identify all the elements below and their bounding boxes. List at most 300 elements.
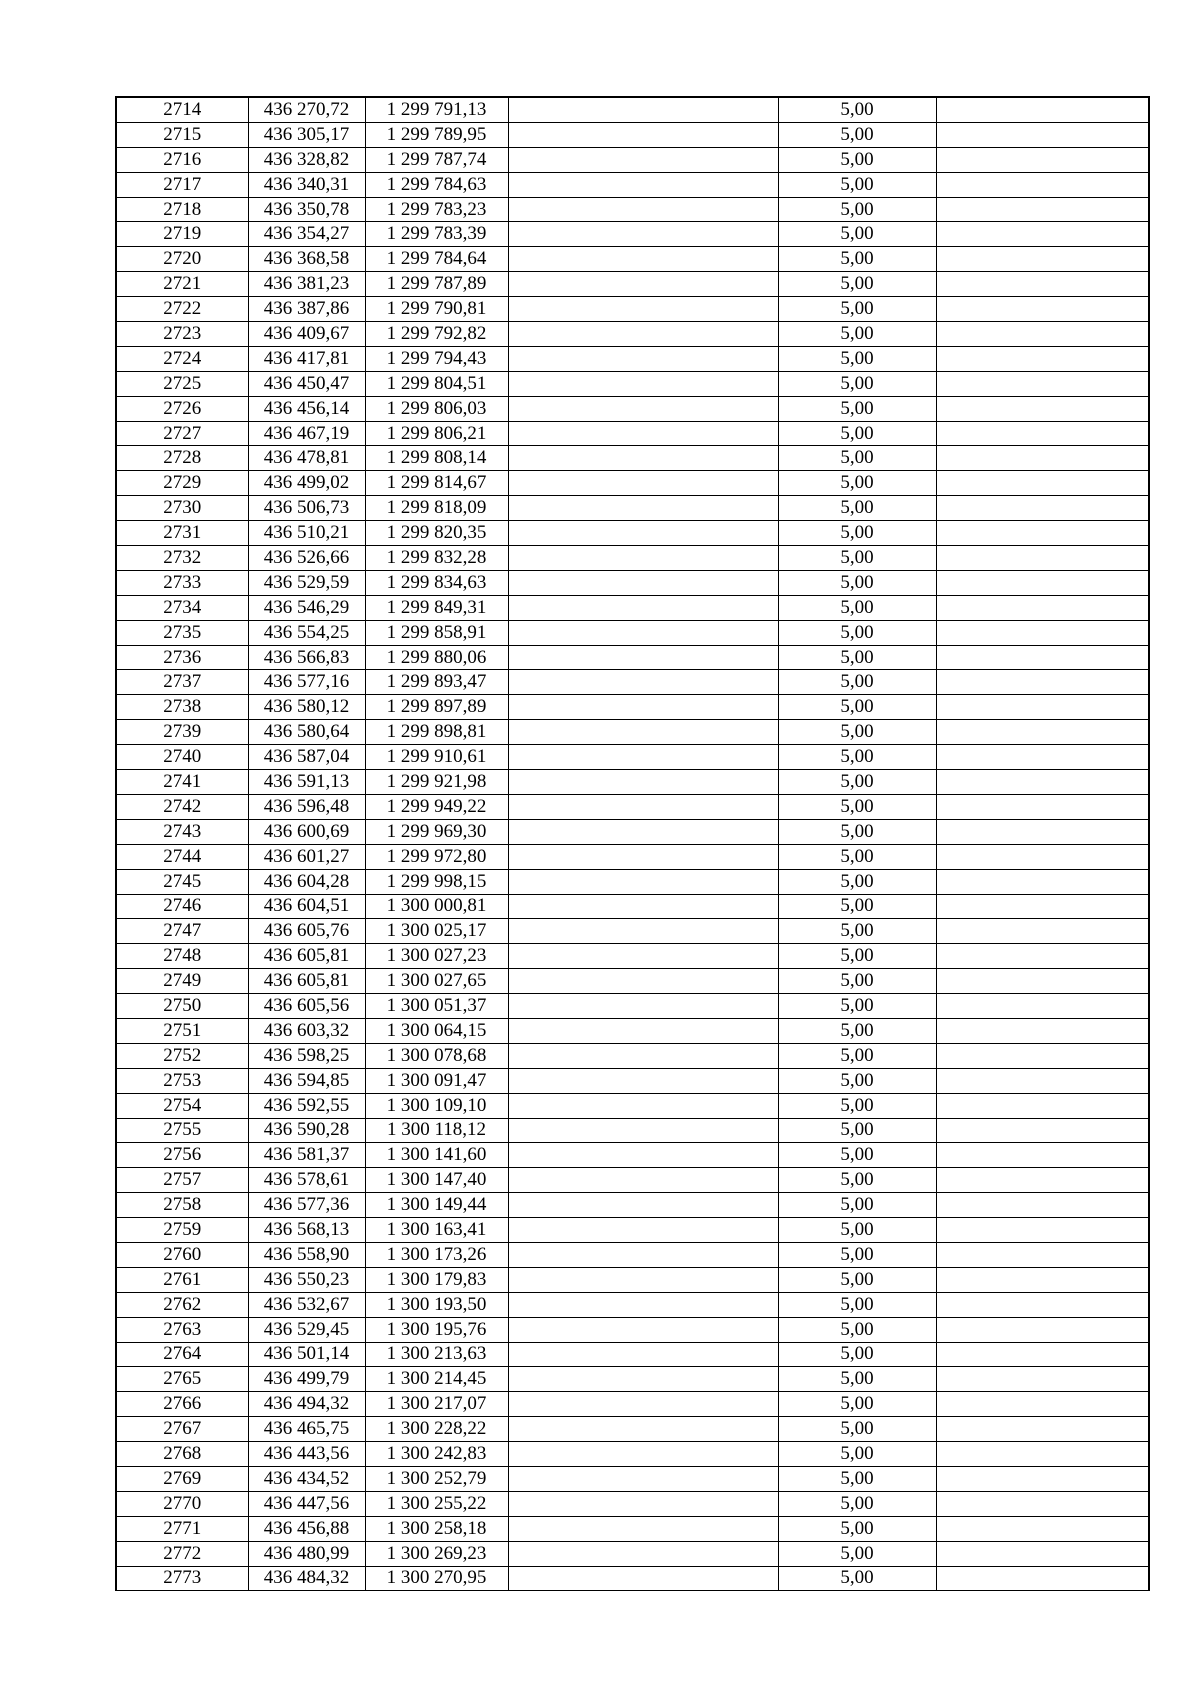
x-coordinate-cell: 436 600,69 (248, 819, 365, 844)
empty-cell (936, 869, 1149, 894)
table-row (116, 869, 1149, 894)
x-coordinate-cell: 436 532,67 (248, 1292, 365, 1317)
y-coordinate-cell: 1 300 147,40 (365, 1168, 508, 1193)
empty-cell (936, 1392, 1149, 1417)
table-row (116, 97, 1149, 122)
y-coordinate-cell: 1 299 969,30 (365, 819, 508, 844)
table-row (116, 1392, 1149, 1417)
empty-cell (936, 595, 1149, 620)
empty-cell (936, 1317, 1149, 1342)
accuracy-cell: 5,00 (778, 1516, 936, 1541)
x-coordinate-cell: 436 484,32 (248, 1566, 365, 1591)
point-number-cell: 2737 (116, 670, 248, 695)
accuracy-cell: 5,00 (778, 446, 936, 471)
table-row (116, 770, 1149, 795)
accuracy-cell: 5,00 (778, 1018, 936, 1043)
x-coordinate-cell: 436 577,36 (248, 1193, 365, 1218)
point-number-cell: 2747 (116, 919, 248, 944)
accuracy-cell: 5,00 (778, 172, 936, 197)
point-number-cell: 2760 (116, 1242, 248, 1267)
empty-cell (936, 247, 1149, 272)
x-coordinate-cell: 436 447,56 (248, 1491, 365, 1516)
point-number-cell: 2740 (116, 745, 248, 770)
table-row (116, 1218, 1149, 1243)
accuracy-cell: 5,00 (778, 1242, 936, 1267)
accuracy-cell: 5,00 (778, 346, 936, 371)
accuracy-cell: 5,00 (778, 994, 936, 1019)
point-number-cell: 2731 (116, 521, 248, 546)
empty-cell (936, 1168, 1149, 1193)
x-coordinate-cell: 436 581,37 (248, 1143, 365, 1168)
y-coordinate-cell: 1 300 179,83 (365, 1267, 508, 1292)
empty-cell (508, 1018, 778, 1043)
table-row (116, 894, 1149, 919)
empty-cell (936, 1267, 1149, 1292)
accuracy-cell: 5,00 (778, 1392, 936, 1417)
empty-cell (508, 546, 778, 571)
y-coordinate-cell: 1 300 000,81 (365, 894, 508, 919)
y-coordinate-cell: 1 299 998,15 (365, 869, 508, 894)
x-coordinate-cell: 436 465,75 (248, 1417, 365, 1442)
y-coordinate-cell: 1 300 255,22 (365, 1491, 508, 1516)
point-number-cell: 2734 (116, 595, 248, 620)
y-coordinate-cell: 1 299 849,31 (365, 595, 508, 620)
accuracy-cell: 5,00 (778, 247, 936, 272)
point-number-cell: 2757 (116, 1168, 248, 1193)
table-row (116, 1317, 1149, 1342)
table-row (116, 247, 1149, 272)
table-row (116, 1267, 1149, 1292)
accuracy-cell: 5,00 (778, 322, 936, 347)
empty-cell (936, 446, 1149, 471)
empty-cell (936, 371, 1149, 396)
x-coordinate-cell: 436 501,14 (248, 1342, 365, 1367)
accuracy-cell: 5,00 (778, 819, 936, 844)
accuracy-cell: 5,00 (778, 1342, 936, 1367)
x-coordinate-cell: 436 590,28 (248, 1118, 365, 1143)
empty-cell (936, 322, 1149, 347)
x-coordinate-cell: 436 554,25 (248, 620, 365, 645)
empty-cell (936, 1018, 1149, 1043)
point-number-cell: 2762 (116, 1292, 248, 1317)
table-row (116, 1516, 1149, 1541)
x-coordinate-cell: 436 350,78 (248, 197, 365, 222)
table-row (116, 272, 1149, 297)
y-coordinate-cell: 1 300 091,47 (365, 1068, 508, 1093)
y-coordinate-cell: 1 299 787,74 (365, 147, 508, 172)
empty-cell (936, 97, 1149, 122)
empty-cell (508, 421, 778, 446)
point-number-cell: 2715 (116, 122, 248, 147)
empty-cell (936, 944, 1149, 969)
empty-cell (936, 1367, 1149, 1392)
x-coordinate-cell: 436 605,56 (248, 994, 365, 1019)
table-row (116, 371, 1149, 396)
point-number-cell: 2743 (116, 819, 248, 844)
x-coordinate-cell: 436 592,55 (248, 1093, 365, 1118)
x-coordinate-cell: 436 328,82 (248, 147, 365, 172)
x-coordinate-cell: 436 506,73 (248, 496, 365, 521)
point-number-cell: 2721 (116, 272, 248, 297)
x-coordinate-cell: 436 354,27 (248, 222, 365, 247)
empty-cell (936, 197, 1149, 222)
y-coordinate-cell: 1 300 270,95 (365, 1566, 508, 1591)
table-row (116, 919, 1149, 944)
table-row (116, 197, 1149, 222)
accuracy-cell: 5,00 (778, 1093, 936, 1118)
accuracy-cell: 5,00 (778, 944, 936, 969)
accuracy-cell: 5,00 (778, 1292, 936, 1317)
point-number-cell: 2765 (116, 1367, 248, 1392)
accuracy-cell: 5,00 (778, 272, 936, 297)
point-number-cell: 2719 (116, 222, 248, 247)
point-number-cell: 2741 (116, 770, 248, 795)
empty-cell (508, 844, 778, 869)
y-coordinate-cell: 1 299 818,09 (365, 496, 508, 521)
empty-cell (508, 944, 778, 969)
table-body (116, 97, 1149, 1591)
empty-cell (508, 222, 778, 247)
empty-cell (508, 1466, 778, 1491)
empty-cell (508, 570, 778, 595)
empty-cell (936, 969, 1149, 994)
x-coordinate-cell: 436 605,81 (248, 969, 365, 994)
point-number-cell: 2725 (116, 371, 248, 396)
x-coordinate-cell: 436 598,25 (248, 1043, 365, 1068)
empty-cell (936, 620, 1149, 645)
empty-cell (508, 1267, 778, 1292)
x-coordinate-cell: 436 387,86 (248, 297, 365, 322)
point-number-cell: 2716 (116, 147, 248, 172)
accuracy-cell: 5,00 (778, 1442, 936, 1467)
accuracy-cell: 5,00 (778, 1417, 936, 1442)
y-coordinate-cell: 1 299 893,47 (365, 670, 508, 695)
empty-cell (936, 819, 1149, 844)
point-number-cell: 2770 (116, 1491, 248, 1516)
y-coordinate-cell: 1 300 051,37 (365, 994, 508, 1019)
table-row (116, 695, 1149, 720)
point-number-cell: 2773 (116, 1566, 248, 1591)
empty-cell (508, 1442, 778, 1467)
empty-cell (508, 471, 778, 496)
point-number-cell: 2756 (116, 1143, 248, 1168)
empty-cell (508, 1143, 778, 1168)
x-coordinate-cell: 436 594,85 (248, 1068, 365, 1093)
x-coordinate-cell: 436 409,67 (248, 322, 365, 347)
table-row (116, 645, 1149, 670)
point-number-cell: 2742 (116, 794, 248, 819)
point-number-cell: 2720 (116, 247, 248, 272)
table-row (116, 1466, 1149, 1491)
table-row (116, 1068, 1149, 1093)
accuracy-cell: 5,00 (778, 620, 936, 645)
y-coordinate-cell: 1 299 783,23 (365, 197, 508, 222)
empty-cell (936, 1516, 1149, 1541)
x-coordinate-cell: 436 578,61 (248, 1168, 365, 1193)
accuracy-cell: 5,00 (778, 1143, 936, 1168)
table-row (116, 1143, 1149, 1168)
y-coordinate-cell: 1 300 141,60 (365, 1143, 508, 1168)
empty-cell (508, 894, 778, 919)
empty-cell (508, 1118, 778, 1143)
point-number-cell: 2718 (116, 197, 248, 222)
empty-cell (936, 1342, 1149, 1367)
y-coordinate-cell: 1 300 258,18 (365, 1516, 508, 1541)
empty-cell (936, 496, 1149, 521)
empty-cell (508, 297, 778, 322)
empty-cell (936, 720, 1149, 745)
x-coordinate-cell: 436 381,23 (248, 272, 365, 297)
table-row (116, 322, 1149, 347)
y-coordinate-cell: 1 299 858,91 (365, 620, 508, 645)
y-coordinate-cell: 1 300 064,15 (365, 1018, 508, 1043)
y-coordinate-cell: 1 299 910,61 (365, 745, 508, 770)
empty-cell (936, 222, 1149, 247)
point-number-cell: 2763 (116, 1317, 248, 1342)
x-coordinate-cell: 436 368,58 (248, 247, 365, 272)
empty-cell (508, 1367, 778, 1392)
empty-cell (508, 371, 778, 396)
accuracy-cell: 5,00 (778, 720, 936, 745)
y-coordinate-cell: 1 300 228,22 (365, 1417, 508, 1442)
accuracy-cell: 5,00 (778, 1566, 936, 1591)
accuracy-cell: 5,00 (778, 1491, 936, 1516)
y-coordinate-cell: 1 299 949,22 (365, 794, 508, 819)
empty-cell (508, 197, 778, 222)
table-row (116, 670, 1149, 695)
table-row (116, 1118, 1149, 1143)
accuracy-cell: 5,00 (778, 570, 936, 595)
empty-cell (508, 720, 778, 745)
empty-cell (936, 1193, 1149, 1218)
empty-cell (508, 147, 778, 172)
empty-cell (936, 1566, 1149, 1591)
empty-cell (508, 496, 778, 521)
y-coordinate-cell: 1 299 787,89 (365, 272, 508, 297)
y-coordinate-cell: 1 300 149,44 (365, 1193, 508, 1218)
accuracy-cell: 5,00 (778, 297, 936, 322)
point-number-cell: 2751 (116, 1018, 248, 1043)
y-coordinate-cell: 1 299 806,03 (365, 396, 508, 421)
y-coordinate-cell: 1 299 783,39 (365, 222, 508, 247)
empty-cell (936, 122, 1149, 147)
accuracy-cell: 5,00 (778, 421, 936, 446)
x-coordinate-cell: 436 558,90 (248, 1242, 365, 1267)
empty-cell (508, 969, 778, 994)
point-number-cell: 2755 (116, 1118, 248, 1143)
table-row (116, 521, 1149, 546)
point-number-cell: 2748 (116, 944, 248, 969)
empty-cell (936, 1491, 1149, 1516)
y-coordinate-cell: 1 300 214,45 (365, 1367, 508, 1392)
x-coordinate-cell: 436 566,83 (248, 645, 365, 670)
x-coordinate-cell: 436 604,28 (248, 869, 365, 894)
table-row (116, 147, 1149, 172)
point-number-cell: 2714 (116, 97, 248, 122)
empty-cell (936, 794, 1149, 819)
x-coordinate-cell: 436 580,12 (248, 695, 365, 720)
accuracy-cell: 5,00 (778, 745, 936, 770)
table-row (116, 1292, 1149, 1317)
accuracy-cell: 5,00 (778, 1043, 936, 1068)
x-coordinate-cell: 436 499,02 (248, 471, 365, 496)
table-row (116, 720, 1149, 745)
accuracy-cell: 5,00 (778, 670, 936, 695)
empty-cell (508, 819, 778, 844)
x-coordinate-cell: 436 580,64 (248, 720, 365, 745)
table-row (116, 1417, 1149, 1442)
empty-cell (508, 1541, 778, 1566)
accuracy-cell: 5,00 (778, 894, 936, 919)
empty-cell (508, 1218, 778, 1243)
empty-cell (508, 645, 778, 670)
empty-cell (936, 1143, 1149, 1168)
y-coordinate-cell: 1 299 794,43 (365, 346, 508, 371)
accuracy-cell: 5,00 (778, 1168, 936, 1193)
point-number-cell: 2739 (116, 720, 248, 745)
empty-cell (508, 1068, 778, 1093)
empty-cell (936, 1043, 1149, 1068)
accuracy-cell: 5,00 (778, 1367, 936, 1392)
point-number-cell: 2729 (116, 471, 248, 496)
x-coordinate-cell: 436 577,16 (248, 670, 365, 695)
accuracy-cell: 5,00 (778, 1541, 936, 1566)
x-coordinate-cell: 436 417,81 (248, 346, 365, 371)
point-number-cell: 2764 (116, 1342, 248, 1367)
point-number-cell: 2733 (116, 570, 248, 595)
accuracy-cell: 5,00 (778, 869, 936, 894)
point-number-cell: 2758 (116, 1193, 248, 1218)
x-coordinate-cell: 436 340,31 (248, 172, 365, 197)
empty-cell (508, 620, 778, 645)
accuracy-cell: 5,00 (778, 97, 936, 122)
point-number-cell: 2767 (116, 1417, 248, 1442)
y-coordinate-cell: 1 299 898,81 (365, 720, 508, 745)
empty-cell (508, 346, 778, 371)
x-coordinate-cell: 436 603,32 (248, 1018, 365, 1043)
empty-cell (508, 1043, 778, 1068)
table-row (116, 745, 1149, 770)
point-number-cell: 2738 (116, 695, 248, 720)
empty-cell (508, 695, 778, 720)
x-coordinate-cell: 436 478,81 (248, 446, 365, 471)
point-number-cell: 2722 (116, 297, 248, 322)
y-coordinate-cell: 1 299 880,06 (365, 645, 508, 670)
point-number-cell: 2728 (116, 446, 248, 471)
empty-cell (936, 546, 1149, 571)
table-row (116, 496, 1149, 521)
x-coordinate-cell: 436 494,32 (248, 1392, 365, 1417)
point-number-cell: 2735 (116, 620, 248, 645)
accuracy-cell: 5,00 (778, 1068, 936, 1093)
empty-cell (936, 272, 1149, 297)
empty-cell (508, 869, 778, 894)
empty-cell (936, 1068, 1149, 1093)
accuracy-cell: 5,00 (778, 695, 936, 720)
x-coordinate-cell: 436 596,48 (248, 794, 365, 819)
table-row (116, 421, 1149, 446)
y-coordinate-cell: 1 300 027,65 (365, 969, 508, 994)
empty-cell (936, 1442, 1149, 1467)
empty-cell (936, 346, 1149, 371)
empty-cell (936, 1466, 1149, 1491)
empty-cell (936, 894, 1149, 919)
table-row (116, 396, 1149, 421)
empty-cell (508, 595, 778, 620)
point-number-cell: 2717 (116, 172, 248, 197)
table-row (116, 471, 1149, 496)
y-coordinate-cell: 1 300 109,10 (365, 1093, 508, 1118)
x-coordinate-cell: 436 434,52 (248, 1466, 365, 1491)
point-number-cell: 2754 (116, 1093, 248, 1118)
y-coordinate-cell: 1 299 806,21 (365, 421, 508, 446)
table-row (116, 297, 1149, 322)
accuracy-cell: 5,00 (778, 1466, 936, 1491)
accuracy-cell: 5,00 (778, 396, 936, 421)
y-coordinate-cell: 1 300 195,76 (365, 1317, 508, 1342)
y-coordinate-cell: 1 299 790,81 (365, 297, 508, 322)
empty-cell (508, 322, 778, 347)
accuracy-cell: 5,00 (778, 471, 936, 496)
table-row (116, 172, 1149, 197)
table-row (116, 620, 1149, 645)
y-coordinate-cell: 1 299 972,80 (365, 844, 508, 869)
empty-cell (936, 421, 1149, 446)
x-coordinate-cell: 436 591,13 (248, 770, 365, 795)
y-coordinate-cell: 1 300 118,12 (365, 1118, 508, 1143)
table-row (116, 446, 1149, 471)
x-coordinate-cell: 436 450,47 (248, 371, 365, 396)
empty-cell (508, 1242, 778, 1267)
accuracy-cell: 5,00 (778, 521, 936, 546)
point-number-cell: 2745 (116, 869, 248, 894)
y-coordinate-cell: 1 300 078,68 (365, 1043, 508, 1068)
empty-cell (936, 1541, 1149, 1566)
y-coordinate-cell: 1 300 173,26 (365, 1242, 508, 1267)
table-row (116, 122, 1149, 147)
y-coordinate-cell: 1 299 792,82 (365, 322, 508, 347)
empty-cell (936, 745, 1149, 770)
empty-cell (936, 645, 1149, 670)
point-number-cell: 2726 (116, 396, 248, 421)
accuracy-cell: 5,00 (778, 969, 936, 994)
empty-cell (508, 1317, 778, 1342)
empty-cell (508, 1342, 778, 1367)
coordinates-table (115, 96, 1150, 1591)
accuracy-cell: 5,00 (778, 546, 936, 571)
x-coordinate-cell: 436 480,99 (248, 1541, 365, 1566)
empty-cell (508, 794, 778, 819)
accuracy-cell: 5,00 (778, 645, 936, 670)
table-row (116, 346, 1149, 371)
empty-cell (936, 844, 1149, 869)
x-coordinate-cell: 436 456,88 (248, 1516, 365, 1541)
table-row (116, 1541, 1149, 1566)
accuracy-cell: 5,00 (778, 496, 936, 521)
y-coordinate-cell: 1 300 217,07 (365, 1392, 508, 1417)
empty-cell (508, 1193, 778, 1218)
table-row (116, 819, 1149, 844)
point-number-cell: 2736 (116, 645, 248, 670)
empty-cell (508, 1566, 778, 1591)
y-coordinate-cell: 1 299 814,67 (365, 471, 508, 496)
point-number-cell: 2752 (116, 1043, 248, 1068)
x-coordinate-cell: 436 510,21 (248, 521, 365, 546)
y-coordinate-cell: 1 299 808,14 (365, 446, 508, 471)
empty-cell (936, 1417, 1149, 1442)
x-coordinate-cell: 436 526,66 (248, 546, 365, 571)
table-row (116, 1018, 1149, 1043)
